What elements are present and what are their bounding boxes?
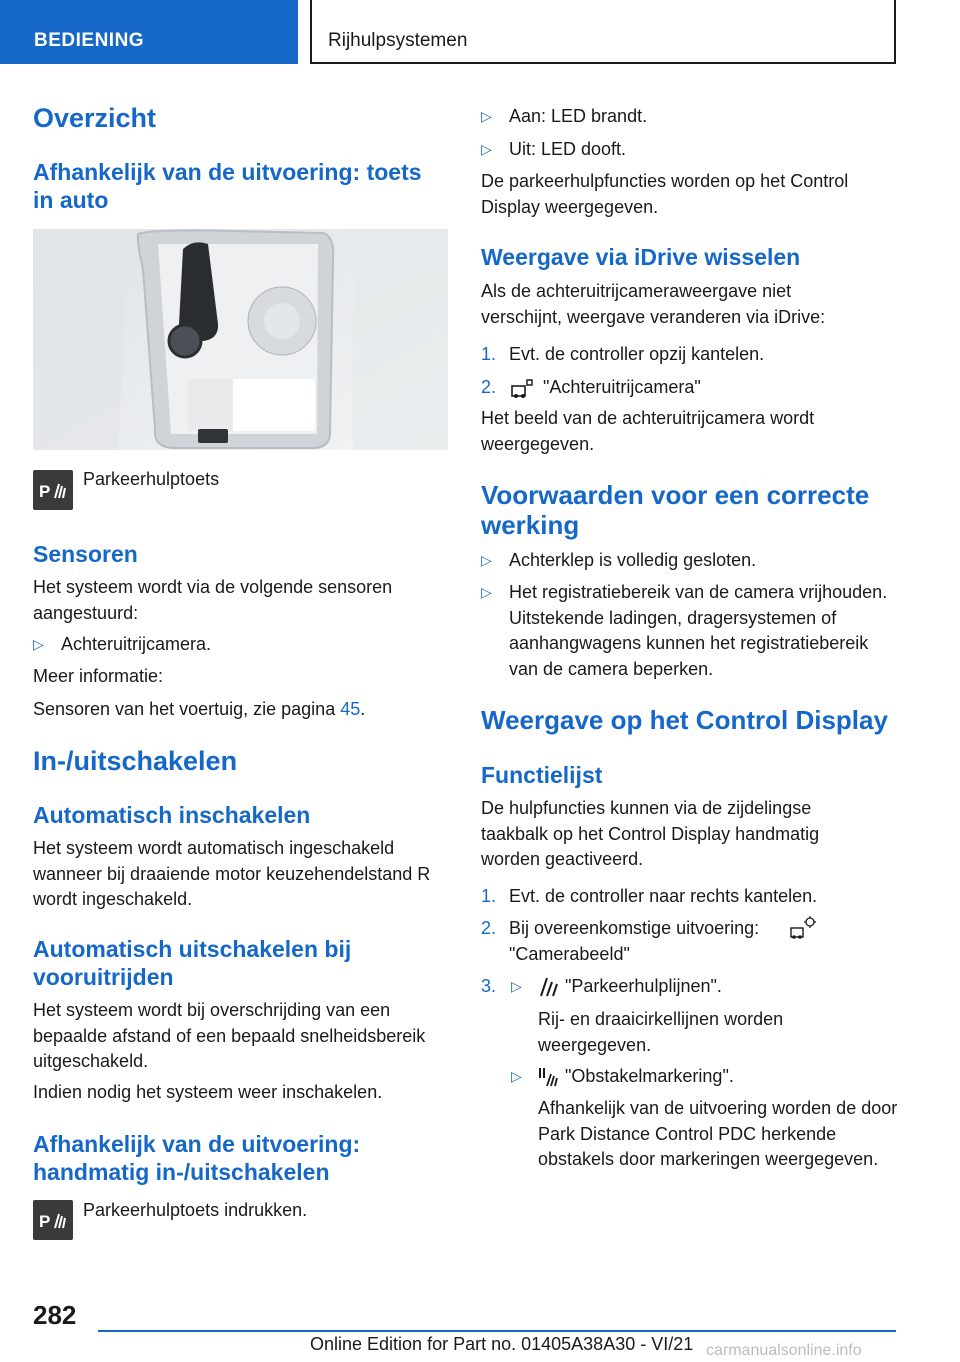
page-reference-link[interactable]: 45 (340, 699, 361, 719)
heading-toets-in-auto: Afhankelijk van de uitvoering: toets in auto (33, 159, 422, 213)
paragraph-beeld: Het beeld van de achteruitrijcamera wordt weergegeven. (481, 408, 815, 454)
park-assist-glyph (33, 1200, 73, 1240)
heading-overzicht: Overzicht (33, 103, 157, 133)
paragraph-functielijst: De hulpfuncties kunnen via de zijdelingse taakbalk op het Control Display handmatig worden geactiveerd. (481, 798, 820, 869)
paragraph-obstakels: Afhankelijk van de uitvoering worden de door Park Distance Control PDC herkende obstakels door markeringen weergegeven. (538, 1098, 898, 1169)
bullet-icon: ▷ (481, 584, 492, 600)
paragraph-meer-info: Meer informatie: (33, 666, 164, 686)
bullet-icon: ▷ (33, 636, 44, 652)
bullet-icon: ▷ (481, 552, 492, 568)
park-assist-button-icon (33, 470, 73, 510)
photo-caption: Parkeerhulptoets (83, 469, 220, 489)
heading-handmatig: Afhankelijk van de uitvoering: handmatig in-/uitschakelen (33, 1131, 361, 1185)
paragraph-sensoren-voertuig: Sensoren van het voertuig, zie pagina 45. (33, 699, 366, 719)
heading-weergave-control-display: Weergave op het Control Display (481, 705, 888, 735)
heading-voorwaarden: Voorwaarden voor een correcte werking (481, 480, 870, 540)
paragraph-sensoren: Het systeem wordt via de volgende sensoren aangestuurd: (33, 577, 393, 623)
heading-automatisch-uitschakelen: Automatisch uitschakelen bij vooruitrijden (33, 936, 352, 990)
paragraph-indien-nodig: Indien nodig het systeem weer inschakelen. (33, 1082, 383, 1102)
camera-view-icon (785, 916, 819, 945)
footer-rule (98, 1330, 896, 1332)
bullet-icon: ▷ (481, 108, 492, 124)
heading-functielijst: Functielijst (481, 762, 603, 788)
obstacle-marking-icon (537, 1066, 559, 1093)
parking-lines-icon (537, 976, 559, 1003)
heading-in-uitschakelen: In-/uitschakelen (33, 746, 238, 776)
page-number: 282 (33, 1300, 77, 1330)
heading-idrive-wisselen: Weergave via iDrive wisselen (481, 244, 801, 270)
header-section-tab (0, 0, 298, 64)
rear-camera-icon (509, 377, 535, 404)
header-section-label: BEDIENING (34, 30, 145, 51)
heading-sensoren: Sensoren (33, 541, 138, 567)
header-chapter-box (310, 0, 896, 64)
footer-watermark: carmanualsonline.info (706, 1342, 862, 1359)
console-photo (33, 229, 448, 450)
console-photo-drawing (33, 229, 448, 450)
bullet-icon: ▷ (511, 978, 522, 994)
bullet-icon: ▷ (481, 141, 492, 157)
paragraph-rij-draaicirkellijnen: Rij- en draaicirkellijnen worden weergegeven. (538, 1009, 784, 1055)
svg-text:P: P (39, 1212, 51, 1231)
heading-automatisch-inschakelen: Automatisch inschakelen (33, 802, 311, 828)
paragraph-indrukken: Parkeerhulptoets indrukken. (83, 1200, 308, 1220)
svg-text:P: P (39, 482, 51, 501)
paragraph-idrive: Als de achteruitrijcameraweergave niet verschijnt, weergave veranderen via iDrive: (481, 281, 826, 327)
paragraph-automatisch-inschakelen: Het systeem wordt automatisch ingeschakeld wanneer bij draaiende motor keuzehendelstand R wordt ingeschakeld. (33, 838, 431, 909)
bullet-icon: ▷ (511, 1068, 522, 1084)
park-assist-button-icon (33, 1200, 73, 1240)
park-assist-glyph (33, 470, 73, 510)
header-chapter-label: Rijhulpsystemen (328, 30, 468, 51)
footer-edition: Online Edition for Part no. 01405A38A30 - VI/21 (310, 1334, 694, 1354)
paragraph-automatisch-uitschakelen: Het systeem wordt bij overschrijding van een bepaalde afstand of een bepaald snelheidsbereik uitgeschakeld. (33, 1000, 426, 1071)
paragraph-parkeerhulpfuncties: De parkeerhulpfuncties worden op het Control Display weergegeven. (481, 171, 849, 217)
